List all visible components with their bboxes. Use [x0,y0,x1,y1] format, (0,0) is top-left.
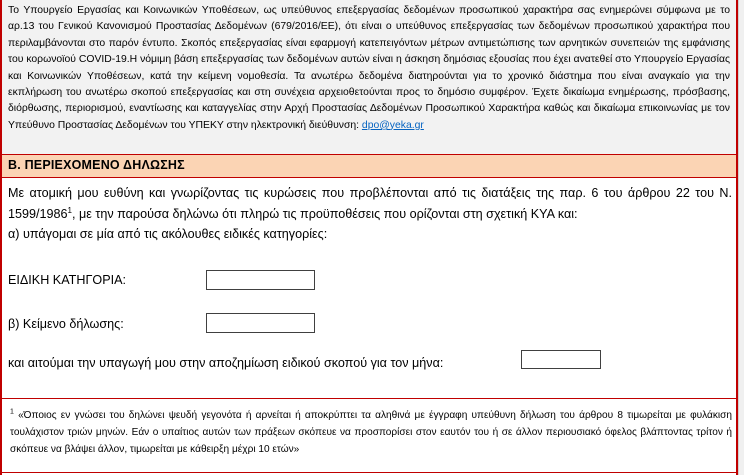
month-label: και αιτούμαι την υπαγωγή μου στην αποζημίωση ειδικού σκοπού για τον μήνα: [8,356,444,370]
vertical-scrollbar[interactable] [738,0,744,475]
footnote-text: «Όποιος εν γνώσει του δηλώνει ψευδή γεγονότα ή αρνείται ή αποκρύπτει τα αληθινά με έγγραφη υπεύθυνη δήλωση του άρθρου 8 τιμωρείται με φυλάκιση τουλάχιστον τριών μηνών. Εάν ο υπαίτιος αυτών των πράξεων σκόπευε να προσπορίσει στον εαυτόν του ή σε άλλον περιουσιακό όφελος βλάπτοντας τρίτον ή σκόπευε να βλάψει άλλον, τιμωρείται με κάθειρξη μέχρι 10 ετών» [10,410,732,455]
declaration-text [8,183,732,245]
section-title: Β. ΠΕΡΙΕΧΟΜΕΝΟ ΔΗΛΩΣΗΣ [2,154,736,178]
category-input[interactable] [206,270,315,290]
month-input[interactable] [521,350,601,369]
footnote-marker: 1 [67,205,72,215]
footnote-number: 1 [10,408,14,416]
privacy-notice [2,0,736,154]
bottom-border [0,472,738,473]
privacy-text: Το Υπουργείο Εργασίας και Κοινωνικών Υποθέσεων, ως υπεύθυνος επεξεργασίας δεδομένων προσωπικού χαρακτήρα σας ενημερώνει σύμφωνα με το αρ.13 του Γενικού Κανονισμού Προστασίας Δεδομένων (679/2016/ΕΕ), ότι είναι ο υπεύθυνος επεξεργασίας των δεδομένων προσωπικού χαρακτήρα που περιλαμβάνονται στο παρόν έντυπο. Σκοπός επεξεργασίας είναι εφαρμογή κατεπειγόντων μέτρων αντιμετώπισης των αρνητικών συνεπειών της εμφάνισης του κορωνοϊού COVID-19.Η νόμιμη βάση επεξεργασίας των δεδομένων αυτών είναι η άσκηση δημόσιας εξουσίας που έχει ανατεθεί στο Υπουργείο Εργασίας και Κοινωνικών Υποθέσεων, κατά την κείμενη νομοθεσία. Τα ανωτέρω δεδομένα διατηρούνται για το χρονικό διάστημα που είναι αναγκαίο για την εκπλήρωση του ανωτέρω σκοπού επεξεργασίας και στη συνέχεια αρχειοθετούνται προς το δημόσιο συμφέρον. Έχετε δικαίωμα ενημέρωσης, πρόσβασης, διόρθωσης, περιορισμού, εναντίωσης και καταγγελίας στην Αρχή Προστασίας Δεδομένων Προσωπικού Χαρακτήρα καθώς και δικαίωμα επικοινωνίας με τον Υπεύθυνο Προστασίας Δεδομένων του ΥΠΕΚΥ στην ηλεκτρονική διεύθυνση: [8,5,730,131]
declaration-part2: , με την παρούσα δηλώνω ότι πληρώ τις προϋποθέσεις που ορίζονται στη σχετική ΚΥΑ και: [72,206,578,221]
statement-label: β) Κείμενο δήλωσης: [8,317,124,331]
category-label: ΕΙΔΙΚΗ ΚΑΤΗΓΟΡΙΑ: [8,273,126,287]
footnote-separator [2,398,736,399]
dpo-email-link[interactable]: dpo@yeka.gr [361,119,424,131]
statement-input[interactable] [206,313,315,333]
footnote [10,407,732,458]
declaration-line3: α) υπάγομαι σε μία από τις ακόλουθες ειδικές κατηγορίες: [8,227,328,241]
declaration-part1: Με ατομική μου ευθύνη και γνωρίζοντας τις κυρώσεις που προβλέπονται από τις διατάξεις της παρ. 6 του άρθρου 22 του Ν. 1599/1986 [8,186,732,221]
